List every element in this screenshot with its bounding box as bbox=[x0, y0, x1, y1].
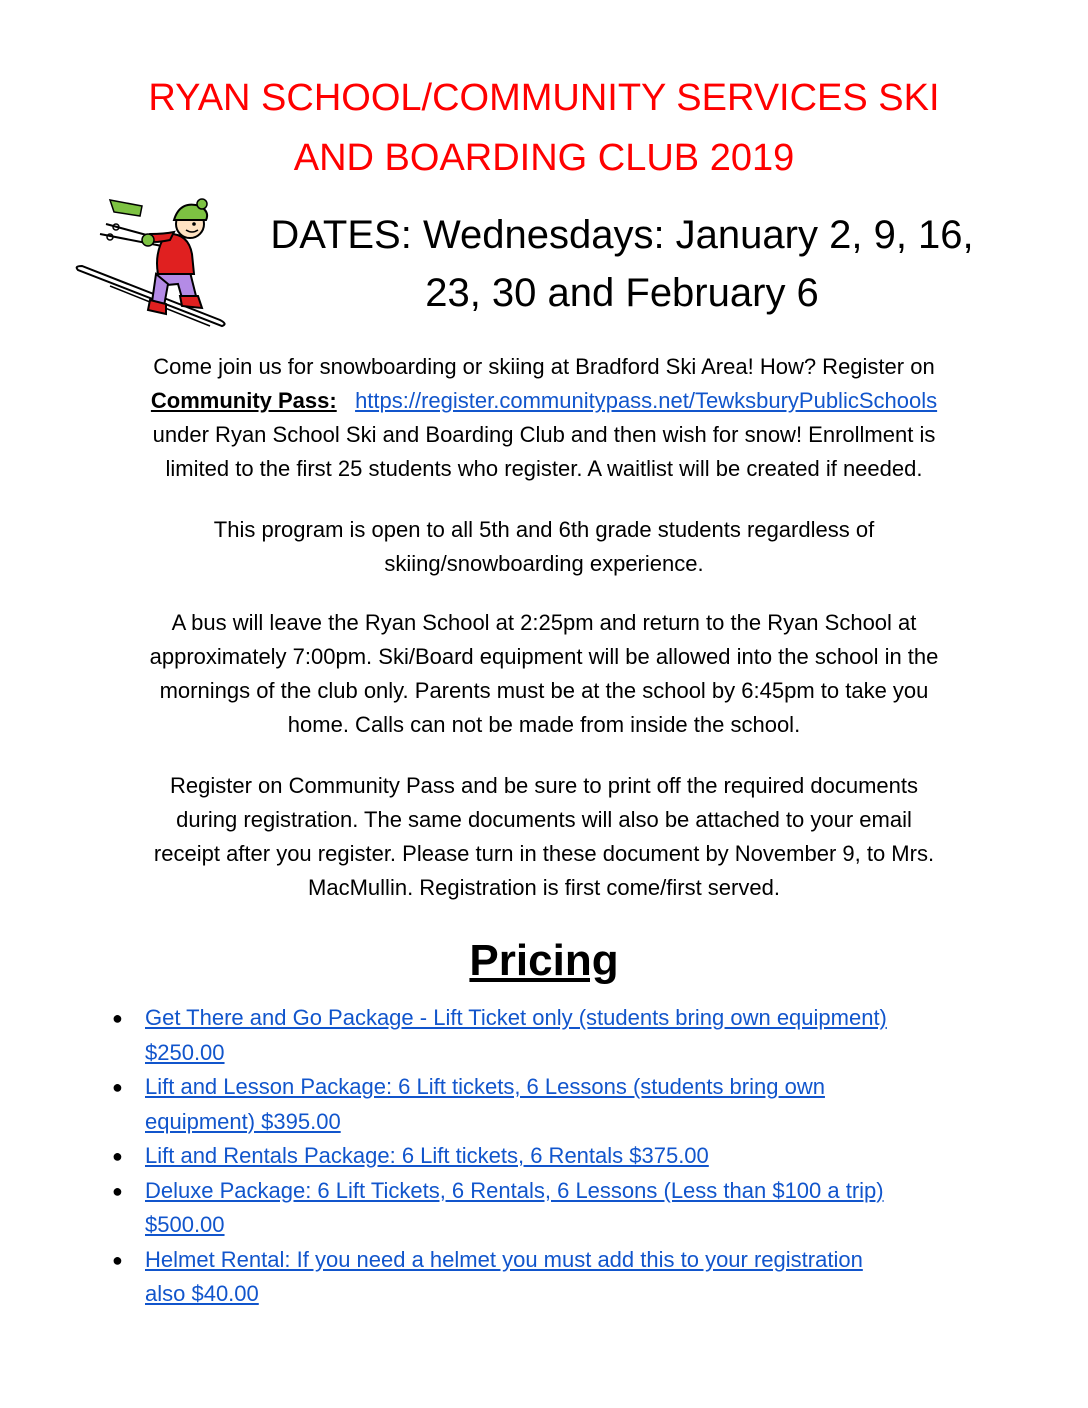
registration-line-1: Register on Community Pass and be sure to print off the required documents bbox=[170, 773, 918, 798]
pricing-list bbox=[108, 1001, 1008, 1312]
pricing-link-lift-and-rentals[interactable] bbox=[145, 1143, 709, 1168]
community-pass-label: Community Pass: bbox=[150, 388, 337, 413]
title-line-1: RYAN SCHOOL/COMMUNITY SERVICES SKI bbox=[148, 77, 940, 119]
pricing-item-lift-and-lesson bbox=[108, 1070, 1008, 1139]
dates-line-2: 23, 30 and February 6 bbox=[425, 271, 819, 315]
bullet-icon: ● bbox=[112, 1146, 123, 1166]
eligibility-line-1: This program is open to all 5th and 6th grade students regardless of bbox=[213, 517, 875, 542]
pricing-item-text: Deluxe Package: 6 Lift Tickets, 6 Rentals, 6 Lessons (Less than $100 a trip) bbox=[145, 1177, 884, 1203]
pricing-item-deluxe bbox=[108, 1174, 1008, 1243]
pricing-item-price: $250.00 bbox=[145, 1039, 225, 1065]
pricing-link-helmet-rental[interactable] bbox=[145, 1247, 863, 1307]
pricing-item-helmet-rental bbox=[108, 1243, 1008, 1312]
bus-line-1: A bus will leave the Ryan School at 2:25pm and return to the Ryan School at bbox=[171, 610, 917, 635]
page-title bbox=[40, 68, 1048, 188]
registration-line-2: during registration. The same documents will also be attached to your email bbox=[176, 807, 912, 832]
bullet-icon: ● bbox=[112, 1077, 123, 1097]
pricing-item-text: Lift and Rentals Package: 6 Lift tickets, 6 Rentals $375.00 bbox=[145, 1143, 709, 1168]
community-pass-link[interactable]: https://register.communitypass.net/TewksburyPublicSchools bbox=[355, 388, 938, 413]
pricing-item-text: Lift and Lesson Package: 6 Lift tickets, 6 Lessons (students bring own bbox=[145, 1074, 825, 1099]
pricing-link-deluxe[interactable] bbox=[145, 1178, 884, 1238]
pricing-item-text: Get There and Go Package - Lift Ticket only (students bring own equipment) bbox=[145, 1005, 887, 1030]
intro-line-2 bbox=[80, 384, 1008, 418]
bus-line-3: mornings of the club only. Parents must be at the school by 6:45pm to take you bbox=[159, 678, 929, 703]
bullet-icon: ● bbox=[112, 1249, 123, 1270]
intro-line-4: limited to the first 25 students who register. A waitlist will be created if needed. bbox=[165, 456, 923, 481]
pricing-item-lift-and-rentals bbox=[108, 1139, 1008, 1174]
pricing-item-price: also $40.00 bbox=[145, 1281, 259, 1306]
registration-paragraph bbox=[80, 769, 1008, 905]
pricing-link-lift-and-lesson[interactable] bbox=[145, 1074, 825, 1134]
pricing-heading: Pricing bbox=[469, 936, 619, 985]
pricing-item-price: $500.00 bbox=[145, 1212, 225, 1237]
eligibility-paragraph bbox=[80, 513, 1008, 581]
event-dates bbox=[236, 206, 1008, 322]
bus-line-4: home. Calls can not be made from inside the school. bbox=[287, 712, 801, 737]
registration-line-4: MacMullin. Registration is first come/first served. bbox=[308, 875, 780, 900]
title-line-2: AND BOARDING CLUB 2019 bbox=[293, 137, 795, 179]
bus-info-paragraph bbox=[80, 606, 1008, 742]
pricing-item-get-there-and-go bbox=[108, 1001, 1008, 1070]
dates-line-1: DATES: Wednesdays: January 2, 9, 16, bbox=[270, 213, 974, 257]
registration-line-3: receipt after you register. Please turn in these document by November 9, to Mrs. bbox=[153, 841, 935, 866]
skier-icon bbox=[70, 194, 230, 334]
bullet-icon: ● bbox=[112, 1008, 123, 1028]
pricing-link-get-there-and-go[interactable] bbox=[145, 1005, 887, 1065]
pricing-item-price: equipment) $395.00 bbox=[145, 1108, 341, 1134]
bullet-icon: ● bbox=[112, 1180, 123, 1201]
intro-paragraph bbox=[80, 350, 1008, 486]
intro-line-1: Come join us for snowboarding or skiing at Bradford Ski Area! How? Register on bbox=[153, 354, 935, 379]
pricing-item-text: Helmet Rental: If you need a helmet you must add this to your registration bbox=[145, 1246, 863, 1272]
intro-line-3: under Ryan School Ski and Boarding Club and then wish for snow! Enrollment is bbox=[152, 422, 936, 447]
bus-line-2: approximately 7:00pm. Ski/Board equipment will be allowed into the school in the bbox=[149, 644, 939, 669]
eligibility-line-2: skiing/snowboarding experience. bbox=[384, 551, 704, 576]
